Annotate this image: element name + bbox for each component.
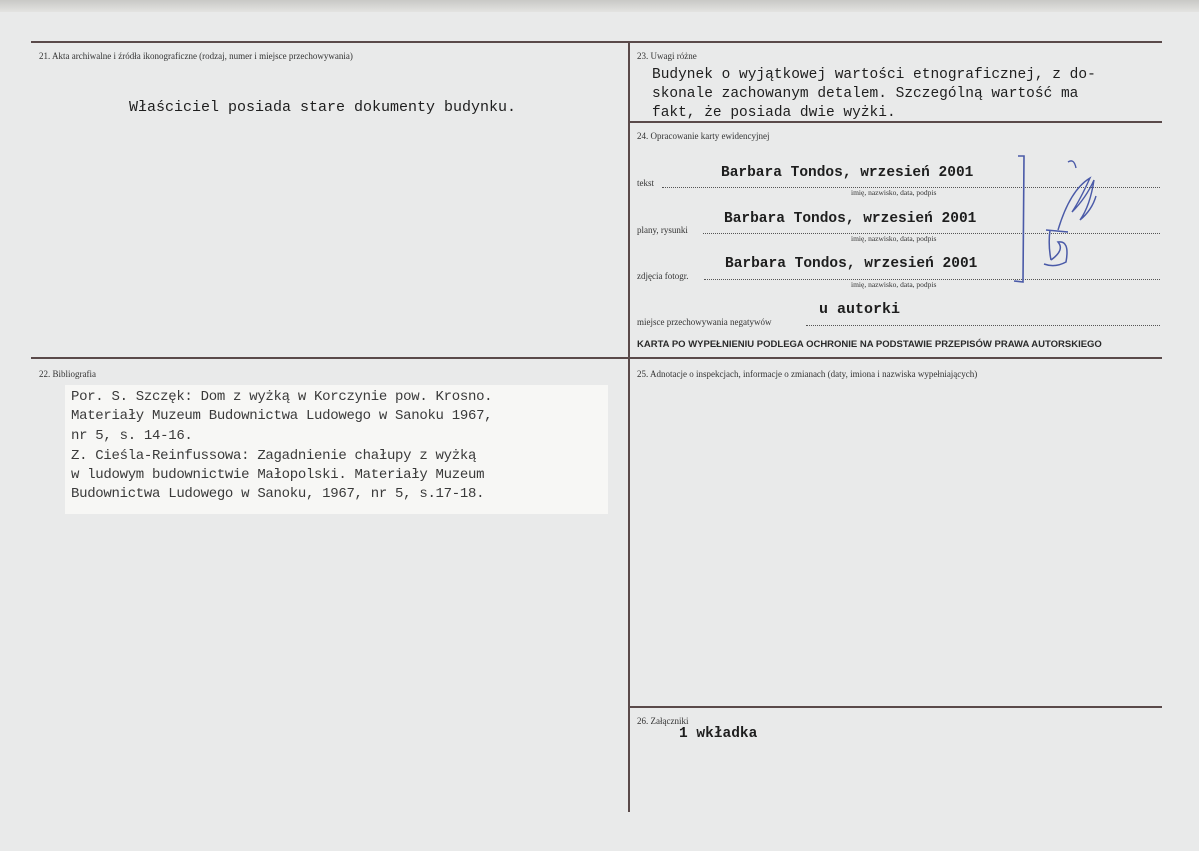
section-26-label: 26. Załączniki xyxy=(637,716,689,726)
rule-middle xyxy=(31,357,1162,359)
field-photos-label: zdjęcia fotogr. xyxy=(637,271,689,281)
section-22-label: 22. Bibliografia xyxy=(39,369,96,379)
rule-s23-s24 xyxy=(628,121,1162,123)
field-text-label: tekst xyxy=(637,178,654,188)
field-plans-caption: imię, nazwisko, data, podpis xyxy=(851,234,937,243)
section-25-label: 25. Adnotacje o inspekcjach, informacje o zmianach (daty, imiona i nazwiska wypełniających) xyxy=(637,369,978,379)
section-23-line-1: Budynek o wyjątkowej wartości etnograficznej, z do- xyxy=(652,67,1096,83)
section-21-text: Właściciel posiada stare dokumenty budynku. xyxy=(129,99,517,116)
negatives-label: miejsce przechowywania negatywów xyxy=(637,317,772,327)
section-21-label: 21. Akta archiwalne i źródła ikonograficzne (rodzaj, numer i miejsce przechowywania) xyxy=(39,51,353,61)
field-text-value: Barbara Tondos, wrzesień 2001 xyxy=(721,165,974,181)
rule-top xyxy=(31,41,1162,43)
signature-mark xyxy=(1010,150,1100,290)
section-24-label: 24. Opracowanie karty ewidencyjnej xyxy=(637,131,770,141)
bibliography-line-3: nr 5, s. 14-16. xyxy=(71,428,193,444)
negatives-value: u autorki xyxy=(819,301,901,318)
bibliography-line-1: Por. S. Szczęk: Dom z wyżką w Korczynie pow. Krosno. xyxy=(71,389,493,405)
section-23-line-2: skonale zachowanym detalem. Szczególną wartość ma xyxy=(652,86,1079,102)
section-26-value: 1 wkładka xyxy=(679,726,758,742)
bibliography-line-2: Materiały Muzeum Budownictwa Ludowego w Sanoku 1967, xyxy=(71,408,493,424)
field-photos-value: Barbara Tondos, wrzesień 2001 xyxy=(725,256,978,272)
field-plans-label: plany, rysunki xyxy=(637,225,688,235)
bibliography-line-5: w ludowym budownictwie Małopolski. Materiały Muzeum xyxy=(71,467,485,483)
section-23-label: 23. Uwagi różne xyxy=(637,51,697,61)
section-23-line-3: fakt, że posiada dwie wyżki. xyxy=(652,105,896,121)
negatives-dotline xyxy=(806,325,1160,326)
top-edge xyxy=(0,0,1199,12)
rule-vertical xyxy=(628,41,630,812)
bibliography-line-6: Budownictwa Ludowego w Sanoku, 1967, nr 5, s.17-18. xyxy=(71,486,485,502)
field-text-caption: imię, nazwisko, data, podpis xyxy=(851,188,937,197)
copyright-notice: KARTA PO WYPEŁNIENIU PODLEGA OCHRONIE NA PODSTAWIE PRZEPISÓW PRAWA AUTORSKIEGO xyxy=(637,339,1102,350)
field-plans-value: Barbara Tondos, wrzesień 2001 xyxy=(724,211,977,227)
field-photos-caption: imię, nazwisko, data, podpis xyxy=(851,280,937,289)
rule-s25-s26 xyxy=(628,706,1162,708)
bibliography-line-4: Z. Cieśla-Reinfussowa: Zagadnienie chałupy z wyżką xyxy=(71,448,477,464)
bibliography-slip xyxy=(65,385,608,514)
